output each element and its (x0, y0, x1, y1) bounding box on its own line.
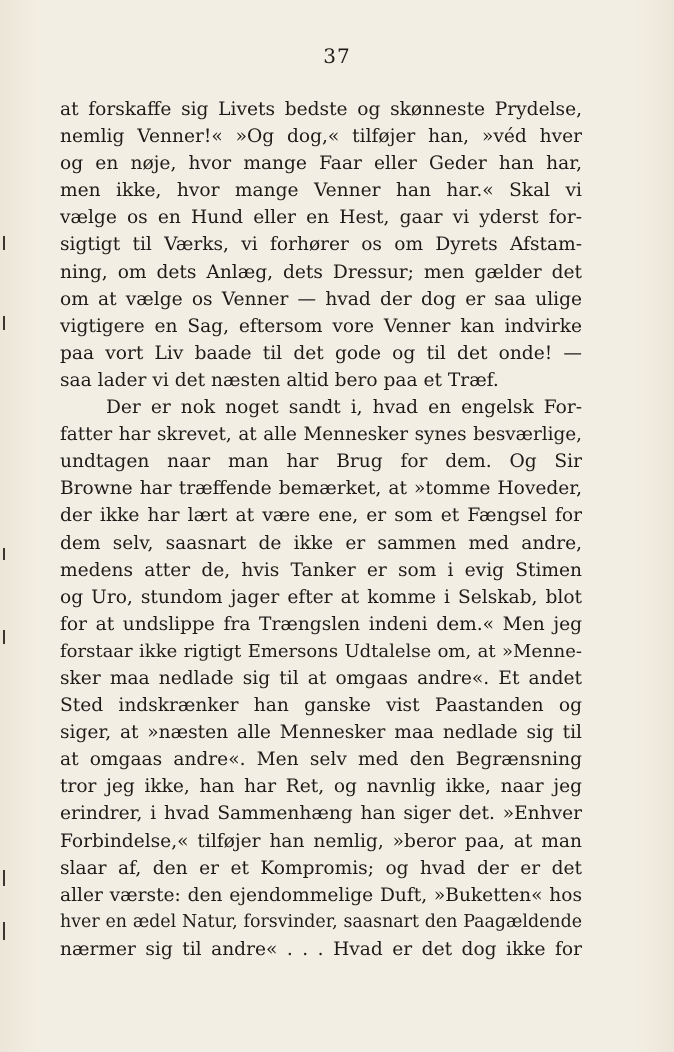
text-line: siger, at »næsten alle Mennesker maa nedlade sig til (60, 722, 582, 744)
text-line: forstaar ikke rigtigt Emersons Udtalelse om, at »Menne- (60, 640, 582, 662)
text-line: og en nøje, hvor mange Faar eller Geder han har, (60, 153, 582, 175)
text-line: undtagen naar man har Brug for dem. Og Sir (60, 451, 582, 473)
margin-mark (3, 922, 5, 940)
text-line: sigtigt til Værks, vi forhører os om Dyrets Afstam- (60, 234, 582, 256)
margin-mark (3, 870, 5, 886)
text-line: saa lader vi det næsten altid bero paa et Træf. (60, 369, 499, 391)
text-line: medens atter de, hvis Tanker er som i evig Stimen (60, 559, 582, 581)
text-line: fatter har skrevet, at alle Mennesker synes besværlige, (60, 424, 582, 446)
margin-mark (3, 316, 5, 330)
text-line: for at undslippe fra Trængslen indeni dem.« Men jeg (60, 613, 582, 635)
margin-mark (3, 630, 5, 644)
text-line: erindrer, i hvad Sammenhæng han siger det. »Enhver (60, 803, 582, 825)
text-line: Forbindelse,« tilføjer han nemlig, »beror paa, at man (60, 830, 582, 852)
text-line: Der er nok noget sandt i, hvad en engelsk For- (106, 397, 582, 419)
text-line: Sted indskrænker han ganske vist Paastanden og (60, 695, 582, 717)
text-line: aller værste: den ejendommelige Duft, »Buketten« hos (60, 884, 582, 906)
text-line: vigtigere en Sag, eftersom vore Venner kan indvirke (60, 315, 582, 337)
text-line: at forskaffe sig Livets bedste og skønneste Prydelse, (60, 99, 582, 120)
text-line: vælge os en Hund eller en Hest, gaar vi yderst for- (60, 207, 582, 229)
text-line: og Uro, stundom jager efter at komme i Selskab, blot (60, 586, 582, 608)
page-number: 37 (323, 44, 351, 68)
text-line: Browne har træffende bemærket, at »tomme Hoveder, (60, 478, 582, 500)
text-line: om at vælge os Venner — hvad der dog er saa ulige (60, 288, 582, 310)
text-line: nemlig Venner!« »Og dog,« tilføjer han, »véd hver (60, 126, 582, 148)
text-line: tror jeg ikke, han har Ret, og navnlig ikke, naar jeg (60, 776, 582, 798)
text-line: men ikke, hvor mange Venner han har.« Skal vi (60, 180, 582, 202)
text-line: paa vort Liv baade til det gode og til det onde! — (60, 342, 582, 364)
text-line: ning, om dets Anlæg, dets Dressur; men gælder det (60, 261, 582, 283)
text-line: sker maa nedlade sig til at omgaas andre«. Et andet (60, 667, 582, 689)
margin-mark (3, 548, 5, 560)
text-line: at omgaas andre«. Men selv med den Begrænsning (60, 749, 582, 771)
text-line: slaar af, den er et Kompromis; og hvad der er det (60, 857, 582, 879)
text-line: dem selv, saasnart de ikke er sammen med andre, (60, 532, 582, 554)
body-text (60, 96, 582, 963)
text-line: hver en ædel Natur, forsvinder, saasnart den Paagældende (60, 911, 582, 932)
text-line: nærmer sig til andre« . . . Hvad er det dog ikke for (60, 938, 582, 960)
margin-mark (3, 236, 5, 250)
text-line: der ikke har lært at være ene, er som et Fængsel for (60, 505, 582, 527)
